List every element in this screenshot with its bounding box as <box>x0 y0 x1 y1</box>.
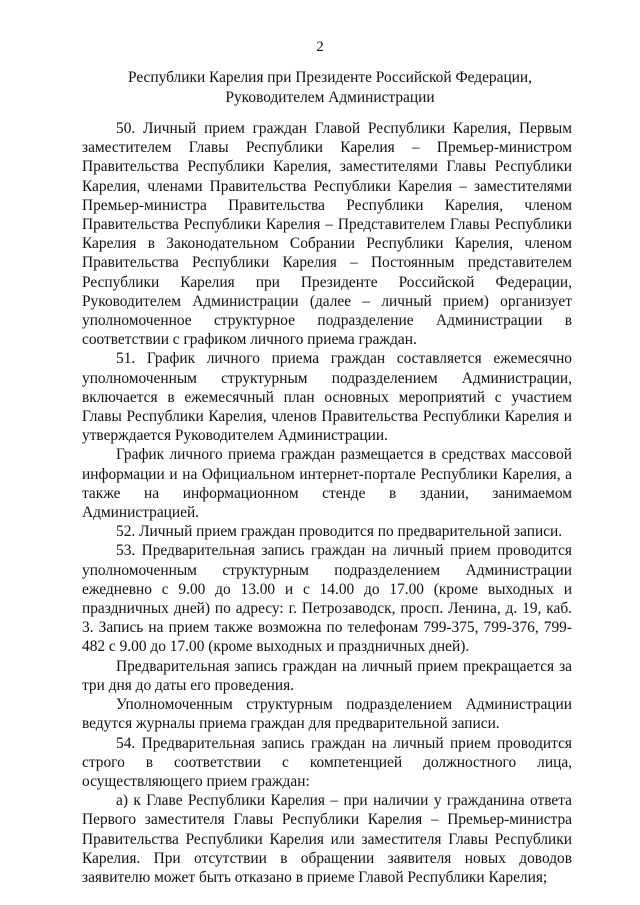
paragraph-54: 54. Предварительная запись граждан на личный прием проводится строго в соответствии с компетенцией должностного лица, осуществляющего прием граждан: <box>82 734 572 790</box>
paragraph-schedule-publication: График личного приема граждан размещается в средствах массовой информации и на Официальном интернет-портале Республики Карелия, а также на информационном стенде в здании, занимаемом Администрацией. <box>82 446 572 522</box>
heading-line-2: Руководителем Администрации <box>225 88 435 106</box>
page-number: 2 <box>316 39 324 55</box>
paragraph-registration-end: Предварительная запись граждан на личный прием прекращается за три дня до даты его проведения. <box>82 657 572 694</box>
heading-line-1: Республики Карелия при Президенте Российской Федерации, <box>127 69 532 86</box>
paragraph-51: 51. График личного приема граждан составляется ежемесячно уполномоченным структурным подразделением Администрации, включается в ежемесячный план основных мероприятий с участием Главы Республики Карелия, членов Правительства Республики Карелия и утверждается Руководителем Администрации. <box>82 350 572 445</box>
paragraph-54-a: а) к Главе Республики Карелия – при наличии у гражданина ответа Первого заместителя Главы Республики Карелия – Премьер-министра Правительства Республики Карелия или заместителя Главы Республики Карелия. При отсутствии в обращении заявителя новых доводов заявителю может быть отказано в приеме Главой Республики Карелия; <box>82 792 572 886</box>
document-body <box>82 119 572 887</box>
paragraph-registration-journals: Уполномоченным структурным подразделением Администрации ведутся журналы приема граждан для предварительной записи. <box>82 696 572 733</box>
paragraph-52: 52. Личный прием граждан проводится по предварительной записи. <box>116 523 563 541</box>
paragraph-53: 53. Предварительная запись граждан на личный прием проводится уполномоченным структурным подразделением Администрации ежедневно с 9.00 до 13.00 и с 14.00 до 17.00 (кроме выходных и праздничных дней) по адресу: г. Петрозаводск, просп. Ленина, д. 19, каб. 3. Запись на прием также возможна по телефонам 799-375, 799-376, 799-482 с 9.00 до 17.00 (кроме выходных и праздничных дней). <box>82 542 572 656</box>
paragraph-50: 50. Личный прием граждан Главой Республики Карелия, Первым заместителем Главы Республики Карелия – Премьер-министром Правительства Республики Карелия, заместителями Главы Республики Карелия, членами Правительства Республики Карелия – заместителями Премьер-министра Правительства Республики Карелия, членом Правительства Республики Карелия – Представителем Главы Республики Карелия в Законодательном Собрании Республики Карелия, членом Правительства Республики Карелия – Постоянным представителем Республики Карелия при Президенте Российской Федерации, Руководителем Администрации (далее – личный прием) организует уполномоченное структурное подразделение Администрации в соответствии с графиком личного приема граждан. <box>82 120 572 349</box>
section-heading <box>82 68 578 107</box>
